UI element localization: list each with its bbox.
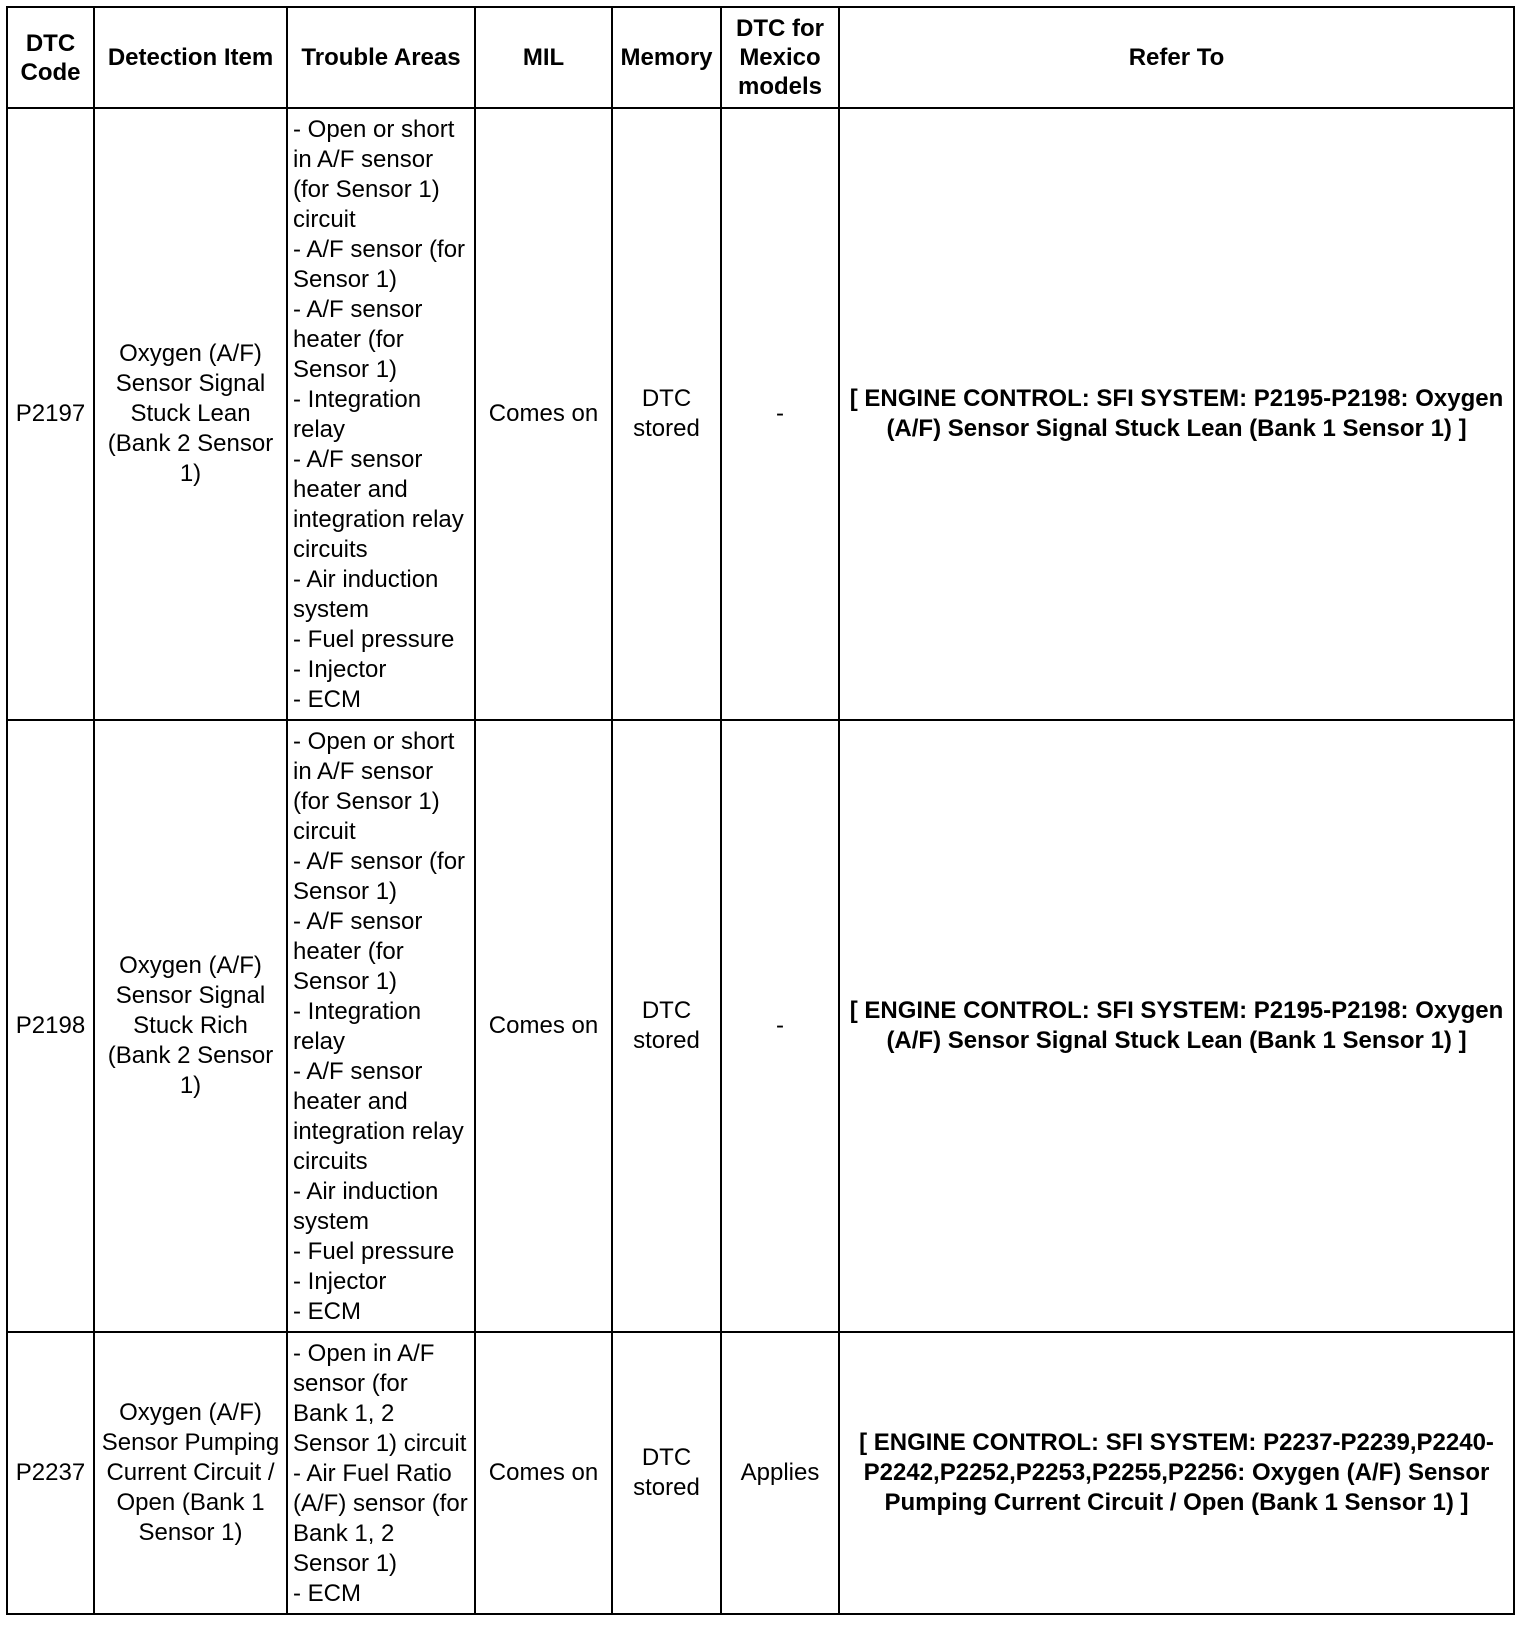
trouble-areas-cell bbox=[287, 720, 475, 1332]
trouble-area-item: - ECM bbox=[293, 1580, 361, 1607]
table-row bbox=[7, 1332, 1514, 1614]
detection-item-cell: Oxygen (A/F) Sensor Signal Stuck Rich (Bank 2 Sensor 1) bbox=[94, 720, 287, 1332]
trouble-area-item: - A/F sensor heater and integration relay circuits bbox=[293, 446, 464, 563]
memory-cell: DTC stored bbox=[612, 1332, 721, 1614]
memory-cell: DTC stored bbox=[612, 108, 721, 720]
trouble-areas-cell bbox=[287, 1332, 475, 1614]
trouble-area-item: - Integration relay bbox=[293, 998, 422, 1055]
header-dtc-code: DTC Code bbox=[7, 7, 94, 108]
header-mil: MIL bbox=[475, 7, 612, 108]
trouble-area-item: - Fuel pressure bbox=[293, 1238, 455, 1265]
trouble-area-item: - A/F sensor (for Sensor 1) bbox=[293, 236, 466, 293]
mexico-models-cell: Applies bbox=[721, 1332, 839, 1614]
trouble-area-item: - ECM bbox=[293, 686, 361, 713]
mexico-models-cell: - bbox=[721, 108, 839, 720]
dtc-code-cell: P2197 bbox=[7, 108, 94, 720]
mexico-models-cell: - bbox=[721, 720, 839, 1332]
header-detection-item: Detection Item bbox=[94, 7, 287, 108]
mil-cell: Comes on bbox=[475, 720, 612, 1332]
trouble-area-item: - Air induction system bbox=[293, 566, 439, 623]
trouble-area-item: - A/F sensor (for Sensor 1) bbox=[293, 848, 466, 905]
memory-cell: DTC stored bbox=[612, 720, 721, 1332]
header-trouble-areas: Trouble Areas bbox=[287, 7, 475, 108]
trouble-area-item: - Air Fuel Ratio (A/F) sensor (for Bank 1, 2 Sensor 1) bbox=[293, 1460, 468, 1577]
trouble-areas-cell bbox=[287, 108, 475, 720]
trouble-area-item: - Air induction system bbox=[293, 1178, 439, 1235]
dtc-table bbox=[6, 6, 1515, 1615]
trouble-area-item: - Open or short in A/F sensor (for Sensor 1) circuit bbox=[293, 116, 455, 233]
refer-to-link[interactable]: [ ENGINE CONTROL: SFI SYSTEM: P2237-P2239,P2240-P2242,P2252,P2253,P2255,P2256: Oxygen (A/F) Sensor Pumping Current Circuit / Open (Bank 1 Sensor 1) ] bbox=[839, 1332, 1514, 1614]
header-mexico-models: DTC for Mexico models bbox=[721, 7, 839, 108]
trouble-area-item: - A/F sensor heater and integration relay circuits bbox=[293, 1058, 464, 1175]
mil-cell: Comes on bbox=[475, 108, 612, 720]
detection-item-cell: Oxygen (A/F) Sensor Pumping Current Circuit / Open (Bank 1 Sensor 1) bbox=[94, 1332, 287, 1614]
trouble-area-item: - A/F sensor heater (for Sensor 1) bbox=[293, 908, 423, 995]
mil-cell: Comes on bbox=[475, 1332, 612, 1614]
trouble-area-item: - A/F sensor heater (for Sensor 1) bbox=[293, 296, 423, 383]
trouble-area-item: - ECM bbox=[293, 1298, 361, 1325]
trouble-area-item: - Open or short in A/F sensor (for Sensor 1) circuit bbox=[293, 728, 455, 845]
dtc-code-cell: P2237 bbox=[7, 1332, 94, 1614]
dtc-code-cell: P2198 bbox=[7, 720, 94, 1332]
detection-item-cell: Oxygen (A/F) Sensor Signal Stuck Lean (Bank 2 Sensor 1) bbox=[94, 108, 287, 720]
header-memory: Memory bbox=[612, 7, 721, 108]
header-row bbox=[7, 7, 1514, 108]
table-row bbox=[7, 108, 1514, 720]
refer-to-link[interactable]: [ ENGINE CONTROL: SFI SYSTEM: P2195-P2198: Oxygen (A/F) Sensor Signal Stuck Lean (Bank 1 Sensor 1) ] bbox=[839, 108, 1514, 720]
trouble-area-item: - Fuel pressure bbox=[293, 626, 455, 653]
header-refer-to: Refer To bbox=[839, 7, 1514, 108]
refer-to-link[interactable]: [ ENGINE CONTROL: SFI SYSTEM: P2195-P2198: Oxygen (A/F) Sensor Signal Stuck Lean (Bank 1 Sensor 1) ] bbox=[839, 720, 1514, 1332]
trouble-area-item: - Open in A/F sensor (for Bank 1, 2 Sensor 1) circuit bbox=[293, 1340, 467, 1457]
trouble-area-item: - Integration relay bbox=[293, 386, 422, 443]
table-row bbox=[7, 720, 1514, 1332]
trouble-area-item: - Injector bbox=[293, 1268, 387, 1295]
trouble-area-item: - Injector bbox=[293, 656, 387, 683]
